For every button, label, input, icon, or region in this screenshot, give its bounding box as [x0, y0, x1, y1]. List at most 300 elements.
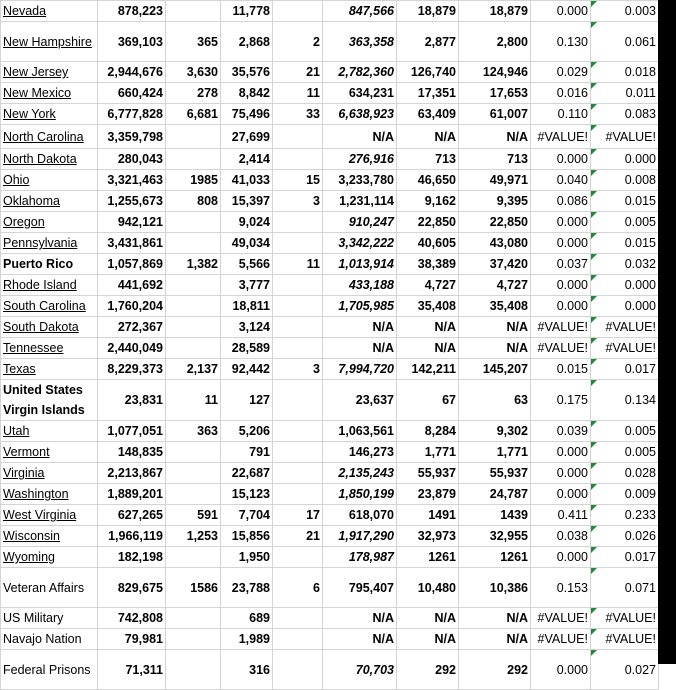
table-cell[interactable] [459, 526, 531, 547]
row-label-cell[interactable] [1, 104, 98, 125]
table-cell[interactable] [591, 104, 659, 125]
row-label-link[interactable]: Wisconsin [3, 529, 60, 543]
table-cell[interactable] [323, 650, 397, 690]
table-cell[interactable] [323, 1, 397, 22]
table-cell[interactable] [166, 104, 221, 125]
row-label-link[interactable]: Washington [3, 487, 69, 501]
table-cell[interactable] [397, 421, 459, 442]
table-cell[interactable] [323, 170, 397, 191]
table-cell[interactable] [323, 275, 397, 296]
table-cell[interactable] [459, 22, 531, 62]
table-cell[interactable] [531, 233, 591, 254]
table-cell[interactable] [531, 170, 591, 191]
table-cell[interactable] [591, 149, 659, 170]
table-cell[interactable] [323, 547, 397, 568]
table-cell[interactable] [273, 526, 323, 547]
table-cell[interactable] [397, 568, 459, 608]
table-cell[interactable] [459, 650, 531, 690]
table-cell[interactable] [397, 254, 459, 275]
error-indicator-icon[interactable] [591, 62, 597, 68]
row-label-cell[interactable] [1, 421, 98, 442]
table-cell[interactable] [273, 650, 323, 690]
error-indicator-icon[interactable] [591, 254, 597, 260]
table-cell[interactable] [166, 568, 221, 608]
row-label-link[interactable]: Ohio [3, 173, 30, 187]
error-indicator-icon[interactable] [591, 505, 597, 511]
table-cell[interactable] [591, 170, 659, 191]
table-cell[interactable] [273, 629, 323, 650]
table-cell[interactable] [591, 463, 659, 484]
table-cell[interactable] [531, 317, 591, 338]
row-label-cell[interactable] [1, 629, 98, 650]
table-cell[interactable] [166, 650, 221, 690]
error-indicator-icon[interactable] [591, 608, 597, 614]
table-cell[interactable] [397, 83, 459, 104]
table-cell[interactable] [273, 125, 323, 149]
table-cell[interactable] [273, 359, 323, 380]
table-cell[interactable] [397, 380, 459, 421]
table-cell[interactable] [98, 629, 166, 650]
table-cell[interactable] [166, 149, 221, 170]
table-cell[interactable] [531, 629, 591, 650]
row-label-link[interactable]: Oklahoma [3, 194, 60, 208]
table-cell[interactable] [221, 380, 273, 421]
table-cell[interactable] [323, 296, 397, 317]
table-cell[interactable] [323, 149, 397, 170]
table-cell[interactable] [459, 421, 531, 442]
row-label-cell[interactable] [1, 484, 98, 505]
table-cell[interactable] [273, 296, 323, 317]
row-label-link[interactable]: Oregon [3, 215, 45, 229]
table-cell[interactable] [591, 421, 659, 442]
table-cell[interactable] [273, 463, 323, 484]
table-cell[interactable] [323, 254, 397, 275]
error-indicator-icon[interactable] [591, 233, 597, 239]
table-cell[interactable] [323, 191, 397, 212]
error-indicator-icon[interactable] [591, 463, 597, 469]
table-cell[interactable] [459, 338, 531, 359]
table-cell[interactable] [166, 442, 221, 463]
table-cell[interactable] [323, 62, 397, 83]
row-label-cell[interactable] [1, 254, 98, 275]
table-cell[interactable] [591, 275, 659, 296]
table-cell[interactable] [273, 317, 323, 338]
row-label-link[interactable]: Vermont [3, 445, 50, 459]
table-cell[interactable] [221, 317, 273, 338]
table-cell[interactable] [459, 505, 531, 526]
error-indicator-icon[interactable] [591, 442, 597, 448]
table-cell[interactable] [459, 275, 531, 296]
table-cell[interactable] [531, 1, 591, 22]
table-cell[interactable] [397, 526, 459, 547]
table-cell[interactable] [397, 1, 459, 22]
table-cell[interactable] [591, 650, 659, 690]
row-label-cell[interactable] [1, 359, 98, 380]
table-cell[interactable] [459, 442, 531, 463]
table-cell[interactable] [273, 22, 323, 62]
error-indicator-icon[interactable] [591, 484, 597, 490]
table-cell[interactable] [459, 629, 531, 650]
table-cell[interactable] [98, 22, 166, 62]
row-label-link[interactable]: New Mexico [3, 86, 72, 100]
table-cell[interactable] [531, 338, 591, 359]
table-cell[interactable] [98, 317, 166, 338]
error-indicator-icon[interactable] [591, 317, 597, 323]
row-label-link[interactable]: West Virginia [3, 508, 77, 522]
row-label-cell[interactable] [1, 526, 98, 547]
table-cell[interactable] [273, 421, 323, 442]
row-label-link[interactable]: New Jersey [3, 65, 69, 79]
table-cell[interactable] [531, 608, 591, 629]
table-cell[interactable] [323, 421, 397, 442]
table-cell[interactable] [166, 547, 221, 568]
table-cell[interactable] [591, 380, 659, 421]
table-cell[interactable] [323, 608, 397, 629]
table-cell[interactable] [531, 125, 591, 149]
table-cell[interactable] [459, 104, 531, 125]
row-label-cell[interactable] [1, 608, 98, 629]
table-cell[interactable] [323, 125, 397, 149]
row-label-link[interactable]: Utah [3, 424, 30, 438]
row-label-cell[interactable] [1, 62, 98, 83]
table-cell[interactable] [323, 359, 397, 380]
row-label-link[interactable]: Rhode Island [3, 278, 77, 292]
table-cell[interactable] [273, 191, 323, 212]
row-label-link[interactable]: North Carolina [3, 129, 84, 144]
table-cell[interactable] [459, 62, 531, 83]
table-cell[interactable] [397, 359, 459, 380]
table-cell[interactable] [459, 359, 531, 380]
row-label-cell[interactable] [1, 317, 98, 338]
table-cell[interactable] [531, 296, 591, 317]
table-cell[interactable] [166, 212, 221, 233]
table-cell[interactable] [221, 275, 273, 296]
error-indicator-icon[interactable] [591, 125, 597, 131]
table-cell[interactable] [166, 608, 221, 629]
error-indicator-icon[interactable] [591, 275, 597, 281]
table-cell[interactable] [221, 650, 273, 690]
table-cell[interactable] [273, 1, 323, 22]
table-cell[interactable] [323, 22, 397, 62]
table-cell[interactable] [531, 505, 591, 526]
table-cell[interactable] [98, 442, 166, 463]
table-cell[interactable] [166, 359, 221, 380]
table-cell[interactable] [397, 442, 459, 463]
table-cell[interactable] [98, 275, 166, 296]
table-cell[interactable] [459, 170, 531, 191]
table-cell[interactable] [98, 608, 166, 629]
table-cell[interactable] [591, 191, 659, 212]
error-indicator-icon[interactable] [591, 359, 597, 365]
table-cell[interactable] [531, 359, 591, 380]
table-cell[interactable] [323, 463, 397, 484]
table-cell[interactable] [98, 254, 166, 275]
row-label-link[interactable]: Tennessee [3, 341, 64, 355]
table-cell[interactable] [166, 275, 221, 296]
table-cell[interactable] [273, 212, 323, 233]
table-cell[interactable] [273, 233, 323, 254]
table-cell[interactable] [323, 380, 397, 421]
table-cell[interactable] [459, 463, 531, 484]
table-cell[interactable] [531, 442, 591, 463]
row-label-cell[interactable] [1, 170, 98, 191]
table-cell[interactable] [166, 170, 221, 191]
table-cell[interactable] [531, 547, 591, 568]
table-cell[interactable] [459, 296, 531, 317]
row-label-link[interactable]: Virginia [3, 466, 45, 480]
table-cell[interactable] [273, 275, 323, 296]
table-cell[interactable] [591, 505, 659, 526]
error-indicator-icon[interactable] [591, 526, 597, 532]
table-cell[interactable] [221, 463, 273, 484]
table-cell[interactable] [531, 526, 591, 547]
table-cell[interactable] [166, 62, 221, 83]
table-cell[interactable] [531, 380, 591, 421]
table-cell[interactable] [591, 1, 659, 22]
table-cell[interactable] [273, 338, 323, 359]
table-cell[interactable] [98, 1, 166, 22]
table-cell[interactable] [273, 149, 323, 170]
table-cell[interactable] [591, 547, 659, 568]
row-label-cell[interactable] [1, 149, 98, 170]
table-cell[interactable] [166, 505, 221, 526]
table-cell[interactable] [459, 83, 531, 104]
table-cell[interactable] [98, 149, 166, 170]
table-cell[interactable] [221, 1, 273, 22]
table-cell[interactable] [221, 359, 273, 380]
row-label-link[interactable]: South Dakota [3, 320, 79, 334]
row-label-link[interactable]: South Carolina [3, 299, 86, 313]
error-indicator-icon[interactable] [591, 22, 597, 28]
table-cell[interactable] [166, 526, 221, 547]
table-cell[interactable] [221, 442, 273, 463]
table-cell[interactable] [397, 170, 459, 191]
table-cell[interactable] [531, 463, 591, 484]
table-cell[interactable] [323, 568, 397, 608]
table-cell[interactable] [397, 191, 459, 212]
table-cell[interactable] [221, 83, 273, 104]
table-cell[interactable] [98, 233, 166, 254]
table-cell[interactable] [273, 380, 323, 421]
table-cell[interactable] [323, 212, 397, 233]
table-cell[interactable] [531, 83, 591, 104]
error-indicator-icon[interactable] [591, 338, 597, 344]
error-indicator-icon[interactable] [591, 83, 597, 89]
table-cell[interactable] [323, 484, 397, 505]
table-cell[interactable] [591, 233, 659, 254]
row-label-link[interactable]: New Hampshire [3, 34, 92, 49]
table-cell[interactable] [323, 629, 397, 650]
table-cell[interactable] [166, 83, 221, 104]
error-indicator-icon[interactable] [591, 568, 597, 574]
table-cell[interactable] [273, 62, 323, 83]
row-label-cell[interactable] [1, 547, 98, 568]
error-indicator-icon[interactable] [591, 212, 597, 218]
table-cell[interactable] [166, 233, 221, 254]
table-cell[interactable] [591, 22, 659, 62]
table-cell[interactable] [459, 212, 531, 233]
table-cell[interactable] [221, 547, 273, 568]
table-cell[interactable] [98, 650, 166, 690]
table-cell[interactable] [397, 629, 459, 650]
table-cell[interactable] [397, 62, 459, 83]
table-cell[interactable] [221, 629, 273, 650]
table-cell[interactable] [531, 212, 591, 233]
table-cell[interactable] [98, 62, 166, 83]
table-cell[interactable] [397, 275, 459, 296]
table-cell[interactable] [98, 526, 166, 547]
table-cell[interactable] [273, 608, 323, 629]
error-indicator-icon[interactable] [591, 296, 597, 302]
table-cell[interactable] [221, 104, 273, 125]
table-cell[interactable] [273, 547, 323, 568]
error-indicator-icon[interactable] [591, 650, 597, 656]
table-cell[interactable] [98, 296, 166, 317]
table-cell[interactable] [397, 608, 459, 629]
table-cell[interactable] [397, 505, 459, 526]
table-cell[interactable] [591, 608, 659, 629]
table-cell[interactable] [166, 463, 221, 484]
row-label-link[interactable]: Pennsylvania [3, 236, 78, 250]
table-cell[interactable] [98, 484, 166, 505]
table-cell[interactable] [591, 526, 659, 547]
table-cell[interactable] [591, 359, 659, 380]
table-cell[interactable] [591, 317, 659, 338]
table-cell[interactable] [459, 254, 531, 275]
table-cell[interactable] [531, 650, 591, 690]
table-cell[interactable] [591, 338, 659, 359]
table-cell[interactable] [98, 568, 166, 608]
error-indicator-icon[interactable] [591, 1, 597, 7]
table-cell[interactable] [221, 338, 273, 359]
table-cell[interactable] [98, 463, 166, 484]
table-cell[interactable] [166, 254, 221, 275]
row-label-link[interactable]: Texas [3, 362, 36, 376]
table-cell[interactable] [166, 629, 221, 650]
table-cell[interactable] [459, 547, 531, 568]
table-cell[interactable] [591, 83, 659, 104]
table-cell[interactable] [166, 191, 221, 212]
row-label-cell[interactable] [1, 83, 98, 104]
table-cell[interactable] [459, 380, 531, 421]
row-label-cell[interactable] [1, 650, 98, 690]
table-cell[interactable] [531, 254, 591, 275]
table-cell[interactable] [221, 62, 273, 83]
error-indicator-icon[interactable] [591, 547, 597, 553]
table-cell[interactable] [397, 463, 459, 484]
table-cell[interactable] [397, 125, 459, 149]
table-cell[interactable] [221, 296, 273, 317]
table-cell[interactable] [397, 484, 459, 505]
table-cell[interactable] [221, 22, 273, 62]
table-cell[interactable] [166, 338, 221, 359]
table-cell[interactable] [531, 62, 591, 83]
table-cell[interactable] [459, 191, 531, 212]
error-indicator-icon[interactable] [591, 191, 597, 197]
table-cell[interactable] [531, 149, 591, 170]
table-cell[interactable] [323, 83, 397, 104]
table-cell[interactable] [397, 547, 459, 568]
table-cell[interactable] [459, 317, 531, 338]
table-cell[interactable] [221, 505, 273, 526]
table-cell[interactable] [591, 125, 659, 149]
table-cell[interactable] [166, 317, 221, 338]
table-cell[interactable] [221, 421, 273, 442]
table-cell[interactable] [98, 170, 166, 191]
table-cell[interactable] [531, 275, 591, 296]
row-label-cell[interactable] [1, 212, 98, 233]
table-cell[interactable] [98, 380, 166, 421]
error-indicator-icon[interactable] [591, 380, 597, 386]
table-cell[interactable] [221, 484, 273, 505]
table-cell[interactable] [531, 22, 591, 62]
table-cell[interactable] [397, 104, 459, 125]
table-cell[interactable] [591, 296, 659, 317]
table-cell[interactable] [397, 212, 459, 233]
table-cell[interactable] [221, 191, 273, 212]
table-cell[interactable] [98, 104, 166, 125]
row-label-cell[interactable] [1, 442, 98, 463]
table-cell[interactable] [166, 380, 221, 421]
table-cell[interactable] [531, 568, 591, 608]
table-cell[interactable] [397, 650, 459, 690]
table-cell[interactable] [166, 1, 221, 22]
table-cell[interactable] [459, 568, 531, 608]
row-label-cell[interactable] [1, 22, 98, 62]
table-cell[interactable] [98, 547, 166, 568]
table-cell[interactable] [98, 338, 166, 359]
table-cell[interactable] [273, 104, 323, 125]
table-cell[interactable] [323, 233, 397, 254]
row-label-link[interactable]: Nevada [3, 4, 47, 18]
table-cell[interactable] [98, 505, 166, 526]
table-cell[interactable] [397, 233, 459, 254]
row-label-cell[interactable] [1, 505, 98, 526]
table-cell[interactable] [98, 359, 166, 380]
row-label-cell[interactable] [1, 233, 98, 254]
row-label-cell[interactable] [1, 568, 98, 608]
table-cell[interactable] [273, 83, 323, 104]
table-cell[interactable] [323, 526, 397, 547]
table-cell[interactable] [166, 125, 221, 149]
table-cell[interactable] [98, 212, 166, 233]
table-cell[interactable] [459, 233, 531, 254]
table-cell[interactable] [273, 170, 323, 191]
table-cell[interactable] [397, 317, 459, 338]
row-label-cell[interactable] [1, 275, 98, 296]
row-label-link[interactable]: Wyoming [3, 550, 55, 564]
table-cell[interactable] [221, 125, 273, 149]
table-cell[interactable] [397, 296, 459, 317]
table-cell[interactable] [273, 484, 323, 505]
table-cell[interactable] [221, 233, 273, 254]
table-cell[interactable] [459, 608, 531, 629]
table-cell[interactable] [221, 149, 273, 170]
table-cell[interactable] [98, 83, 166, 104]
table-cell[interactable] [323, 104, 397, 125]
table-cell[interactable] [591, 568, 659, 608]
table-cell[interactable] [397, 149, 459, 170]
table-cell[interactable] [273, 442, 323, 463]
row-label-cell[interactable] [1, 296, 98, 317]
table-cell[interactable] [221, 170, 273, 191]
table-cell[interactable] [166, 22, 221, 62]
table-cell[interactable] [591, 442, 659, 463]
row-label-cell[interactable] [1, 463, 98, 484]
table-cell[interactable] [323, 505, 397, 526]
error-indicator-icon[interactable] [591, 149, 597, 155]
table-cell[interactable] [323, 442, 397, 463]
